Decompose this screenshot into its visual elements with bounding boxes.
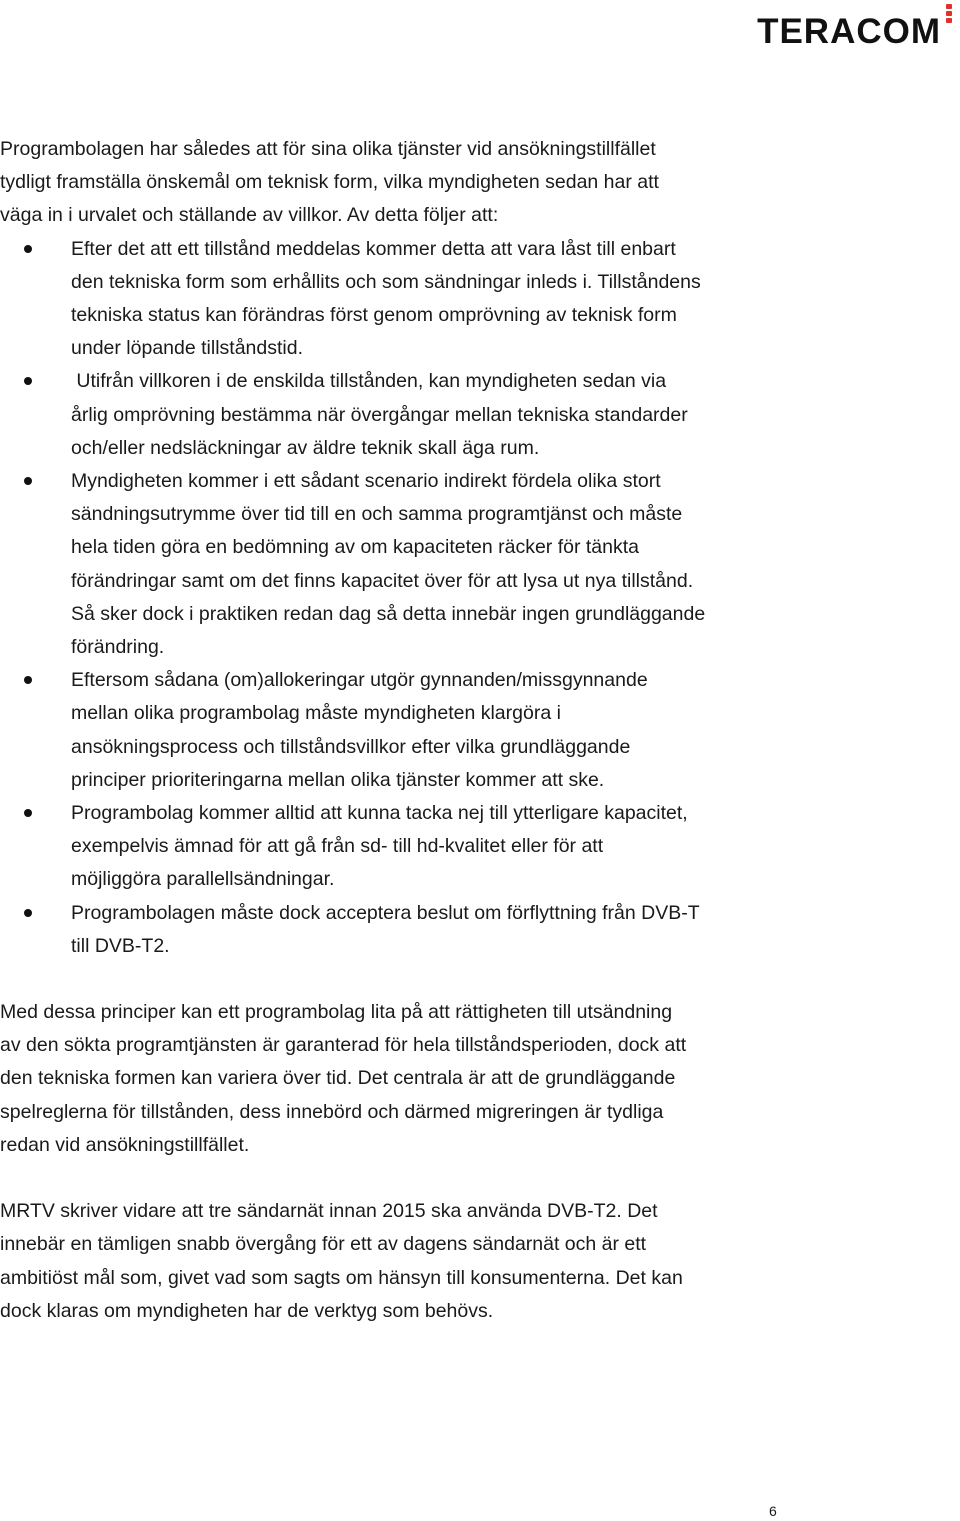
intro-paragraph — [0, 133, 960, 233]
text-line: Med dessa principer kan ett programbolag lita på att rättigheten till utsändning — [0, 1001, 673, 1024]
bullet-icon — [24, 245, 32, 253]
teracom-logo — [757, 10, 954, 50]
text-line: Eftersom sådana (om)allokeringar utgör gynnanden/missgynnande — [71, 669, 648, 692]
logo-wordmark: TERACOM — [757, 12, 941, 51]
text-line: sändningsutrymme över tid till en och samma programtjänst och måste — [71, 503, 683, 526]
list-item — [0, 465, 960, 664]
text-line: tydligt framställa önskemål om teknisk form, vilka myndigheten sedan har att — [0, 171, 659, 194]
document-body — [0, 133, 960, 1328]
text-line: under löpande tillståndstid. — [71, 337, 303, 360]
text-line: och/eller nedsläckningar av äldre teknik skall äga rum. — [71, 436, 540, 459]
text-line: Efter det att ett tillstånd meddelas kommer detta att vara låst till enbart — [71, 237, 676, 260]
text-line: Programbolag kommer alltid att kunna tacka nej till ytterligare kapacitet, — [71, 802, 688, 825]
text-line: innebär en tämligen snabb övergång för ett av dagens sändarnät och är ett — [0, 1233, 647, 1256]
text-line: principer prioriteringarna mellan olika tjänster kommer att ske. — [71, 768, 605, 791]
text-line: MRTV skriver vidare att tre sändarnät innan 2015 ska använda DVB-T2. Det — [0, 1200, 658, 1223]
text-line: hela tiden göra en bedömning av om kapaciteten räcker för tänkta — [71, 536, 640, 559]
text-line: Programbolagen måste dock acceptera beslut om förflyttning från DVB-T — [71, 901, 700, 924]
text-line: årlig omprövning bestämma när övergångar mellan tekniska standarder — [71, 403, 688, 426]
text-line: Programbolagen har således att för sina olika tjänster vid ansökningstillfället — [0, 138, 656, 160]
list-item — [0, 897, 960, 963]
body-paragraph — [0, 996, 960, 1162]
text-line: mellan olika programbolag måste myndigheten klargöra i — [71, 702, 561, 725]
text-line: dock klaras om myndigheten har de verktyg som behövs. — [0, 1299, 494, 1322]
paragraph-spacer — [0, 963, 960, 996]
text-line: Utifrån villkoren i de enskilda tillstånden, kan myndigheten sedan via — [71, 370, 667, 393]
text-line: den tekniska formen kan variera över tid. Det centrala är att de grundläggande — [0, 1067, 676, 1090]
text-line: exempelvis ämnad för att gå från sd- till hd-kvalitet eller för att — [71, 835, 604, 858]
text-line: förändringar samt om det finns kapacitet över för att lysa ut nya tillstånd. — [71, 569, 694, 592]
bullet-icon — [24, 809, 32, 817]
paragraph-spacer — [0, 1162, 960, 1195]
text-line: förändring. — [71, 636, 165, 659]
body-paragraph — [0, 1195, 960, 1328]
bullet-icon — [24, 377, 32, 385]
page-number: 6 — [769, 1503, 777, 1519]
text-line: till DVB-T2. — [71, 934, 170, 957]
bullet-icon — [24, 676, 32, 684]
bullet-list — [0, 233, 960, 963]
text-line: Så sker dock i praktiken redan dag så detta innebär ingen grundläggande — [71, 602, 706, 625]
text-line: Myndigheten kommer i ett sådant scenario indirekt fördela olika stort — [71, 470, 661, 493]
text-line: väga in i urvalet och ställande av villkor. Av detta följer att: — [0, 204, 499, 227]
bullet-icon — [24, 909, 32, 917]
text-line: den tekniska form som erhållits och som sändningar inleds i. Tillståndens — [71, 270, 701, 293]
list-item — [0, 664, 960, 797]
bullet-icon — [24, 477, 32, 485]
list-item — [0, 365, 960, 465]
text-line: av den sökta programtjänsten är garanterad för hela tillståndsperioden, dock att — [0, 1034, 687, 1057]
list-item — [0, 233, 960, 366]
list-item — [0, 797, 960, 897]
logo-accent-icon — [944, 4, 954, 30]
text-line: redan vid ansökningstillfället. — [0, 1133, 250, 1156]
text-line: spelreglerna för tillstånden, dess innebörd och därmed migreringen är tydliga — [0, 1100, 664, 1123]
text-line: ansökningsprocess och tillståndsvillkor efter vilka grundläggande — [71, 735, 631, 758]
text-line: möjliggöra parallellsändningar. — [71, 868, 335, 891]
text-line: tekniska status kan förändras först genom omprövning av teknisk form — [71, 304, 677, 327]
text-line: ambitiöst mål som, givet vad som sagts om hänsyn till konsumenterna. Det kan — [0, 1266, 683, 1289]
